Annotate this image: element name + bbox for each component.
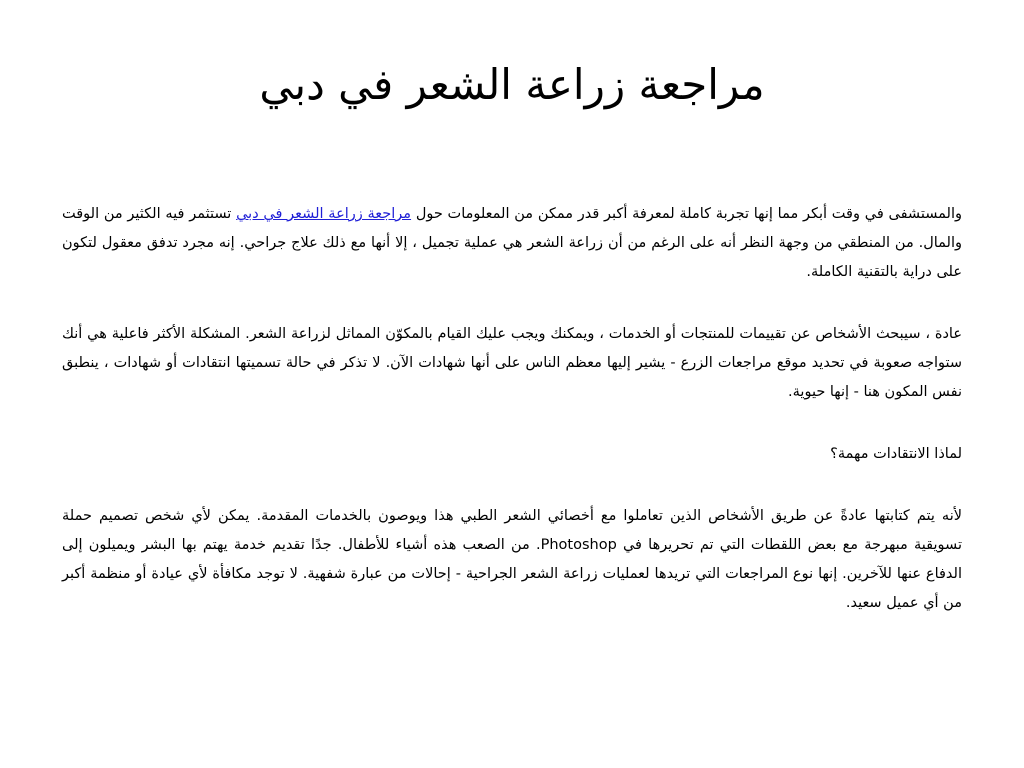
slide-title: مراجعة زراعة الشعر في دبي — [259, 60, 765, 109]
paragraph-question: لماذا الانتقادات مهمة؟ — [830, 446, 962, 462]
paragraph-intro — [62, 200, 962, 287]
hair-transplant-review-link[interactable]: مراجعة زراعة الشعر في دبي — [236, 206, 412, 222]
paragraph-why: لأنه يتم كتابتها عادةً عن طريق الأشخاص الذين تعاملوا مع أخصائي الشعر الطبي هذا ويوصون بالخدمات المقدمة. يمكن لأي شخص تصميم حملة تسويقية مبهرجة مع بعض اللقطات التي تم تحريرها في Photoshop. من الصعب هذه أشياء للأطفال. جدًا تقديم خدمة يهتم بها البشر ويميلون إلى الدفاع عنها للآخرين. إنها نوع المراجعات التي تريدها لعمليات زراعة الشعر الجراحية - إحالات من عبارة شفهية. لا توجد مكافأة لأي عيادة أو منظمة أكبر من أي عميل سعيد. — [62, 508, 962, 611]
paragraph-intro-text-start: والمستشفى في وقت أبكر مما إنها تجربة كاملة لمعرفة أكبر قدر ممكن من المعلومات حول — [411, 206, 963, 222]
paragraph-reviews: عادة ، سيبحث الأشخاص عن تقييمات للمنتجات أو الخدمات ، ويمكنك ويجب عليك القيام بالمكوّن المماثل لزراعة الشعر. المشكلة الأكثر فاعلية هي أنك ستواجه صعوبة في تحديد موقع مراجعات الزرع - يشير إليها معظم الناس على أنها شهادات الآن. لا تذكر في حالة تسميتها انتقادات أو شهادات ، ينطبق نفس المكون هنا - إنها حيوية. — [62, 326, 962, 400]
slide-body — [62, 200, 962, 618]
paragraph-intro-text-end: تستثمر فيه الكثير من الوقت والمال. من المنطقي من وجهة النظر أنه على الرغم من أن زراعة الشعر هي عملية تجميل ، إلا أنها مع ذلك علاج جراحي. إنه مجرد تدفق معقول لتكون على دراية بالتقنية الكاملة. — [62, 206, 962, 280]
